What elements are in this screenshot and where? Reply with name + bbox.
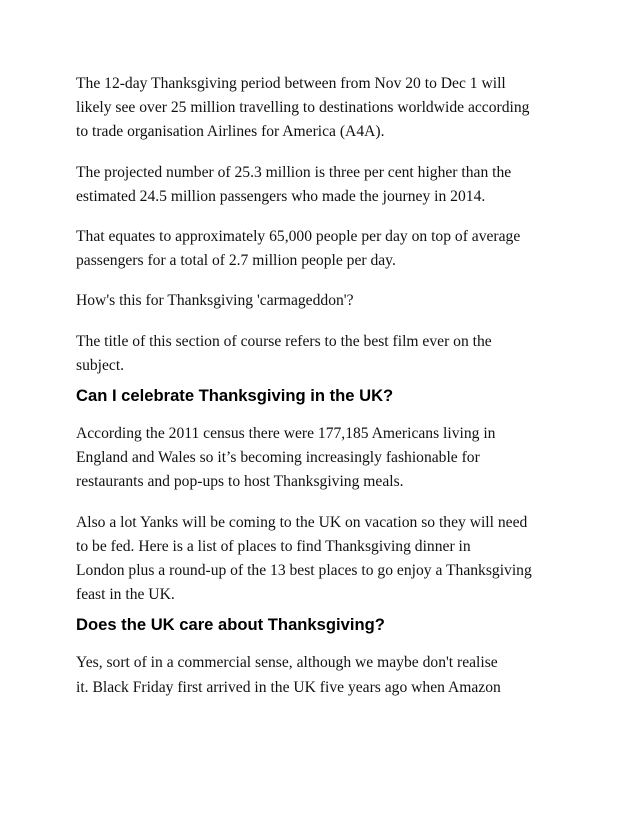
text-line: passengers for a total of 2.7 million people per day. bbox=[76, 252, 396, 270]
heading-text: Does the UK care about Thanksgiving? bbox=[76, 615, 385, 635]
text-line: to be fed. Here is a list of places to find Thanksgiving dinner in bbox=[76, 537, 471, 555]
text-line: likely see over 25 million travelling to destinations worldwide according bbox=[76, 99, 530, 117]
text-line: The 12-day Thanksgiving period between from Nov 20 to Dec 1 will bbox=[76, 75, 506, 92]
text-line: it. Black Friday first arrived in the UK five years ago when Amazon bbox=[76, 678, 501, 696]
text-line: How's this for Thanksgiving 'carmageddon'? bbox=[76, 292, 354, 310]
text-line: The title of this section of course refers to the best film ever on the bbox=[76, 332, 492, 350]
paragraph-travel-forecast bbox=[76, 72, 576, 145]
document-page bbox=[76, 72, 576, 716]
paragraph-black-friday bbox=[76, 651, 576, 699]
paragraph-projected-number bbox=[76, 161, 576, 209]
text-line: estimated 24.5 million passengers who made the journey in 2014. bbox=[76, 187, 486, 205]
text-line: Yes, sort of in a commercial sense, although we maybe don't realise bbox=[76, 654, 498, 672]
text-line: subject. bbox=[76, 356, 125, 374]
text-line: London plus a round-up of the 13 best places to go enjoy a Thanksgiving bbox=[76, 562, 532, 580]
paragraph-census bbox=[76, 422, 576, 495]
text-line: England and Wales so it’s becoming increasingly fashionable for bbox=[76, 449, 480, 467]
heading-celebrate-uk bbox=[76, 384, 576, 408]
text-line: feast in the UK. bbox=[76, 586, 175, 604]
text-line: to trade organisation Airlines for America (A4A). bbox=[76, 123, 385, 141]
text-line: restaurants and pop-ups to host Thanksgiving meals. bbox=[76, 473, 404, 491]
paragraph-yanks-vacation bbox=[76, 511, 576, 608]
text-line: According the 2011 census there were 177,185 Americans living in bbox=[76, 425, 496, 443]
text-line: The projected number of 25.3 million is three per cent higher than the bbox=[76, 163, 512, 181]
text-line: Also a lot Yanks will be coming to the UK on vacation so they will need bbox=[76, 513, 528, 531]
heading-uk-care bbox=[76, 613, 576, 637]
paragraph-people-per-day bbox=[76, 225, 576, 273]
paragraph-carmageddon bbox=[76, 289, 576, 313]
paragraph-section-title-note bbox=[76, 330, 576, 378]
text-line: That equates to approximately 65,000 people per day on top of average bbox=[76, 228, 521, 246]
heading-text: Can I celebrate Thanksgiving in the UK? bbox=[76, 386, 394, 406]
